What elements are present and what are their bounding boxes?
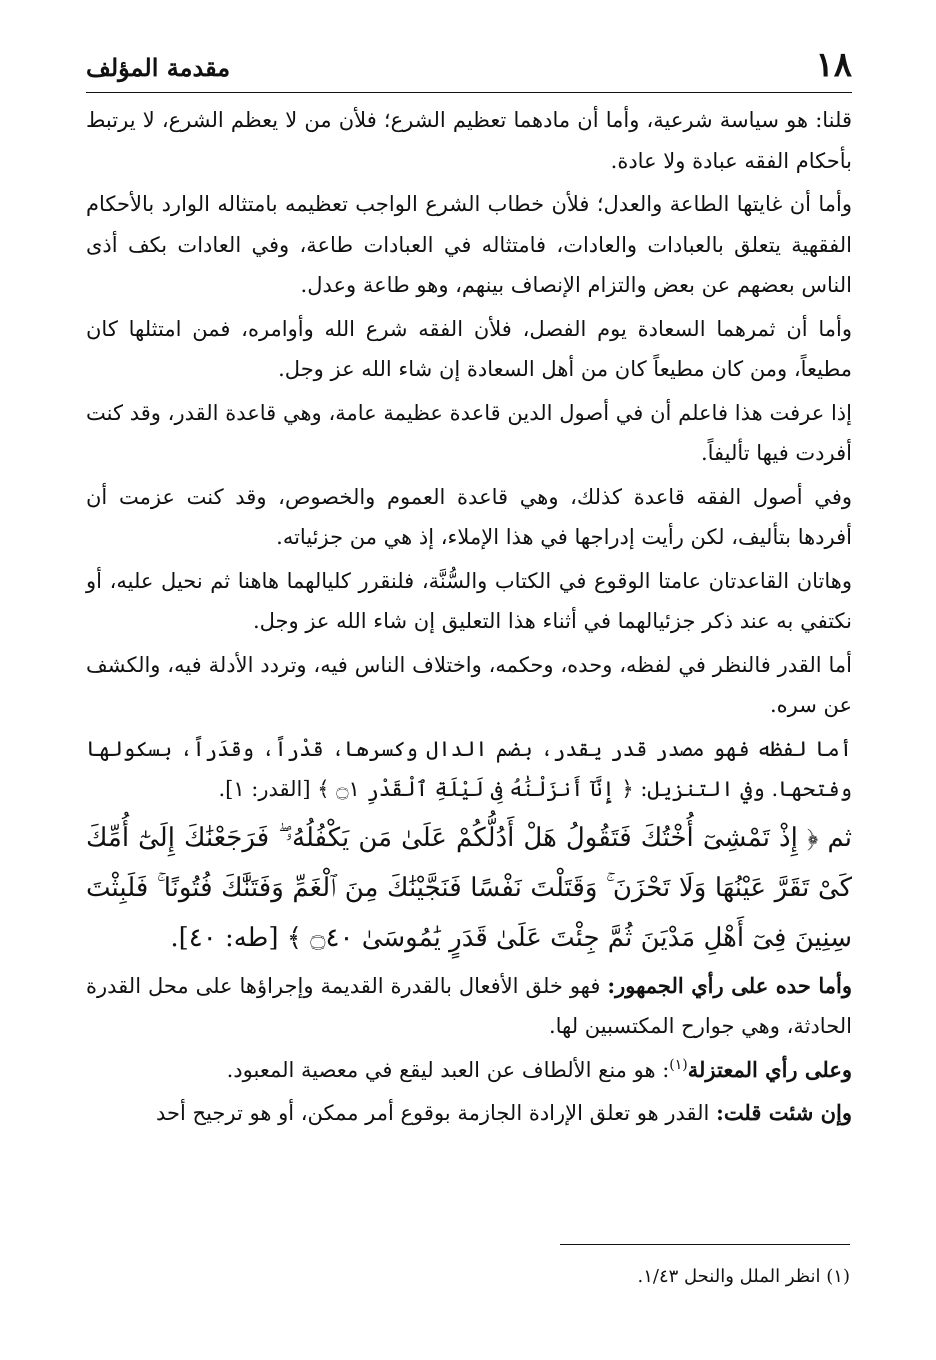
definition-jumhur xyxy=(86,966,852,1047)
footnote-reference[interactable]: (١) xyxy=(669,1056,688,1073)
definition-term: وعلى رأي المعتزلة xyxy=(687,1056,852,1082)
footnote: (١) انظر الملل والنحل ١/٤٣. xyxy=(637,1266,850,1287)
paragraph: إذا عرفت هذا فاعلم أن في أصول الدين قاعدة عظيمة عامة، وهي قاعدة القدر، وقد كنت أفردت فيها تأليفاً. xyxy=(86,400,852,465)
page-header xyxy=(86,42,852,93)
paragraph: قلنا: هو سياسة شرعية، وأما أن مادهما تعظيم الشرع؛ فلأن من لا يعظم الشرع، لا يرتبط بأحكام الفقه عبادة ولا عادة. xyxy=(86,108,852,173)
page-body xyxy=(86,100,852,1137)
definition-text: فهو خلق الأفعال بالقدرة القديمة وإجراؤها على محل القدرة الحادثة، وهي جوارح المكتسبين لها. xyxy=(86,973,852,1038)
paragraph: أما القدر فالنظر في لفظه، وحده، وحكمه، واختلاف الناس فيه، وتردد الأدلة فيه، والكشف عن سره. xyxy=(86,652,852,717)
definition-text: القدر هو تعلق الإرادة الجازمة بوقوع أمر ممكن، أو هو ترجيح أحد xyxy=(156,1101,717,1125)
paragraph: وفي أصول الفقه قاعدة كذلك، وهي قاعدة العموم والخصوص، وقد كنت عزمت أن أفردها بتأليف، لكن رأيت إدراجها في هذا الإملاء، إذ هي من جزئياته. xyxy=(86,484,852,549)
definition-term: وأما حده على رأي الجمهور: xyxy=(607,972,852,998)
paragraph: وهاتان القاعدتان عامتا الوقوع في الكتاب والسُّنَّة، فلنقرر كليالهما هاهنا ثم نحيل عليه، أو نكتفي به عند ذكر جزئيالهما في أثناء هذا التعليق إن شاء الله عز وجل. xyxy=(86,568,852,633)
paragraph: أما لفظه فهو مصدر قدر يقدر، بضم الدال وكسرها، قدْراً، وقدَراً، بسكولها وفتحها. وفي التنزيل: ﴿ إِنَّآ أَنزَلْنَٰهُ فِى لَيْلَةِ ٱلْقَدْرِ ۝١ ﴾ [القدر: ١]. xyxy=(86,736,852,801)
footnote-divider xyxy=(560,1244,850,1245)
quran-verse-paragraph: ثم ﴿ إِذْ تَمْشِىٓ أُخْتُكَ فَتَقُولُ هَلْ أَدُلُّكُمْ عَلَىٰ مَن يَكْفُلُهُۥ ۖ فَرَجَعْنَٰكَ إِلَىٰٓ أُمِّكَ كَىْ تَقَرَّ عَيْنُهَا وَلَا تَحْزَنَ ۚ وَقَتَلْتَ نَفْسًا فَنَجَّيْنَٰكَ مِنَ ٱلْغَمِّ وَفَتَنَّٰكَ فُتُونًا ۚ فَلَبِثْتَ سِنِينَ فِىٓ أَهْلِ مَدْيَنَ ثُمَّ جِئْتَ عَلَىٰ قَدَرٍ يَٰمُوسَىٰ ۝٤٠ ﴾ [طه: ٤٠]. xyxy=(86,822,852,953)
definition-text: : هو منع الألطاف عن العبد ليقع في معصية المعبود. xyxy=(226,1057,670,1082)
page-number: ١٨ xyxy=(815,45,852,85)
paragraph: وأما أن غايتها الطاعة والعدل؛ فلأن خطاب الشرع الواجب تعظيمه بامتثاله الوارد بالأحكام الفقهية يتعلق بالعبادات والعادات، فامتثاله في العبادات طاعة، وفي العادات بكف أذى الناس بعضهم عن بعض والتزام الإنصاف بينهم، وهو طاعة وعدل. xyxy=(86,192,852,297)
definition-alternative xyxy=(86,1093,852,1134)
paragraph: وأما أن ثمرهما السعادة يوم الفصل، فلأن الفقه شرع الله وأوامره، فمن امتثلها كان مطيعاً، ومن كان مطيعاً كان من أهل السعادة إن شاء الله عز وجل. xyxy=(86,316,853,381)
running-title: مقدمة المؤلف xyxy=(86,53,231,82)
definition-term: وإن شئت قلت: xyxy=(716,1100,852,1125)
definition-mutazila xyxy=(86,1050,852,1091)
